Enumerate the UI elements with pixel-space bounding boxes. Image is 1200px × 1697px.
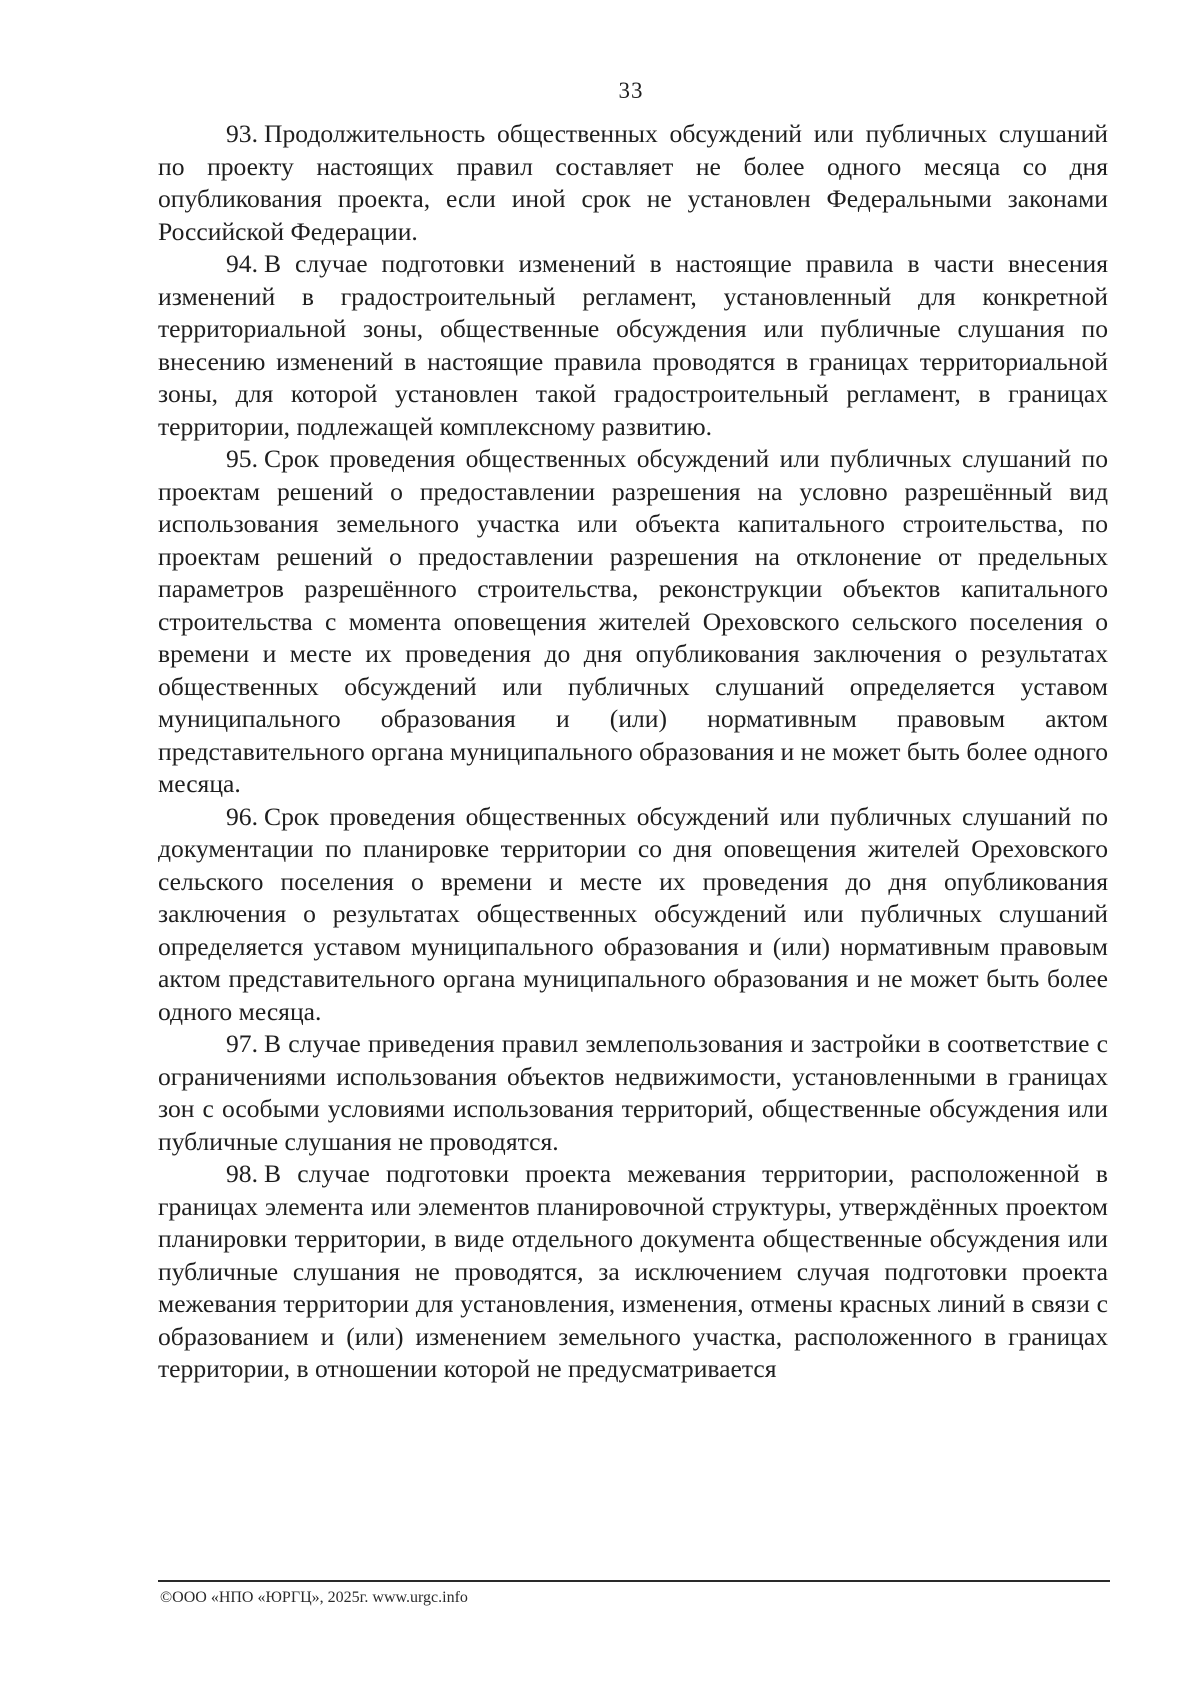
paragraph-number: 97. bbox=[226, 1029, 258, 1058]
paragraph-text: Продолжительность общественных обсуждений или публичных слушаний по проекту настоящих правил составляет не более одного месяца со дня опубликования проекта, если иной срок не установлен Федеральными законами Российской Федерации. bbox=[158, 119, 1108, 246]
paragraph-text: В случае приведения правил землепользования и застройки в соответствие с ограничениями использования объектов недвижимости, установленными в границах зон с особыми условиями использования территорий, общественные обсуждения или публичные слушания не проводятся. bbox=[158, 1029, 1108, 1156]
paragraph-98 bbox=[158, 1158, 1108, 1386]
paragraph-text: Срок проведения общественных обсуждений или публичных слушаний по документации по планировке территории со дня оповещения жителей Ореховского сельского поселения о времени и месте их проведения до дня опубликования заключения о результатах общественных обсуждений или публичных слушаний определяется уставом муниципального образования и (или) нормативным правовым актом представительного органа муниципального образования и не может быть более одного месяца. bbox=[158, 801, 1108, 1026]
document-body bbox=[158, 118, 1108, 1386]
paragraph-number: 94. bbox=[226, 249, 258, 278]
footer-copyright: ©ООО «НПО «ЮРГЦ», 2025г. www.urgc.info bbox=[160, 1589, 468, 1606]
paragraph-97 bbox=[158, 1028, 1108, 1158]
paragraph-text: В случае подготовки изменений в настоящие правила в части внесения изменений в градостроительный регламент, установленный для конкретной территориальной зоны, общественные обсуждения или публичные слушания по внесению изменений в настоящие правила проводятся в границах территориальной зоны, для которой установлен такой градостроительный регламент, в границах территории, подлежащей комплексному развитию. bbox=[158, 249, 1108, 441]
paragraph-number: 98. bbox=[226, 1159, 258, 1188]
paragraph-number: 93. bbox=[226, 119, 258, 148]
paragraph-text: В случае подготовки проекта межевания территории, расположенной в границах элемента или элементов планировочной структуры, утверждённых проектом планировки территории, в виде отдельного документа общественные обсуждения или публичные слушания не проводятся, за исключением случая подготовки проекта межевания территории для установления, изменения, отмены красных линий в связи с образованием и (или) изменением земельного участка, расположенного в границах территории, в отношении которой не предусматривается bbox=[158, 1159, 1108, 1383]
paragraph-93 bbox=[158, 118, 1108, 248]
paragraph-number: 95. bbox=[226, 444, 258, 473]
paragraph-95 bbox=[158, 443, 1108, 801]
paragraph-number: 96. bbox=[226, 801, 258, 831]
paragraph-94 bbox=[158, 248, 1108, 443]
paragraph-text: Срок проведения общественных обсуждений или публичных слушаний по проектам решений о предоставлении разрешения на условно разрешённый вид использования земельного участка или объекта капитального строительства, по проектам решений о предоставлении разрешения на отклонение от предельных параметров разрешённого строительства, реконструкции объектов капитального строительства с момента оповещения жителей Ореховского сельского поселения о времени и месте их проведения до дня опубликования заключения о результатах общественных обсуждений или публичных слушаний определяется уставом муниципального образования и (или) нормативным правовым актом представительного органа муниципального образования и не может быть более одного месяца. bbox=[158, 444, 1108, 798]
footer-divider bbox=[158, 1580, 1110, 1582]
page-number: 33 bbox=[618, 78, 644, 103]
paragraph-96 bbox=[158, 801, 1108, 1029]
